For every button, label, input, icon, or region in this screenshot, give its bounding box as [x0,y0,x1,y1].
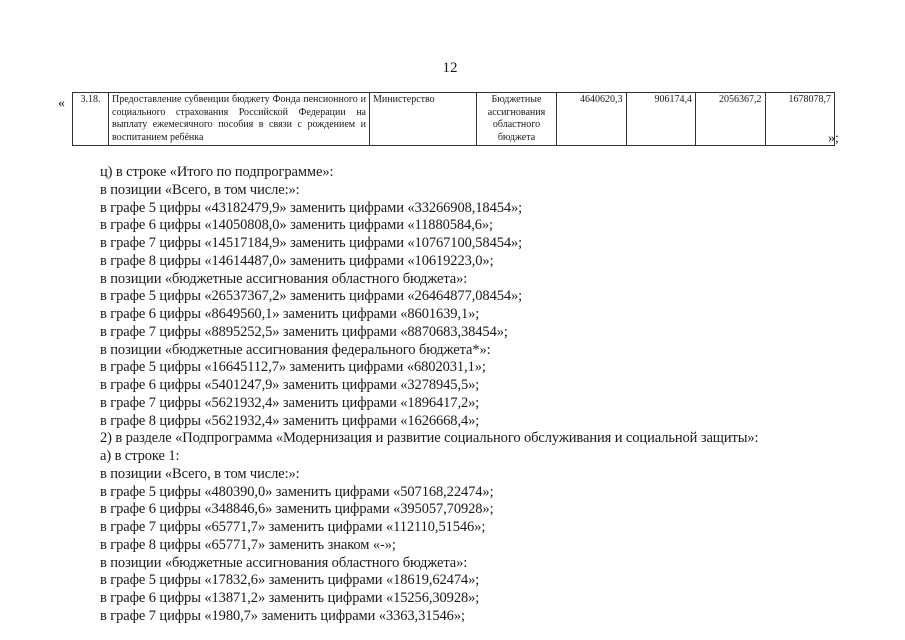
row-executor: Министерство [370,93,477,146]
text-line: в графе 8 цифры «5621932,4» заменить цифрами «1626668,4»; [100,412,480,429]
text-line: в графе 7 цифры «1980,7» заменить цифрами «3363,31546»; [100,607,465,624]
page-number: 12 [442,60,458,76]
text-line: в графе 5 цифры «26537367,2» заменить цифрами «26464877,08454»; [100,288,523,305]
row-number: 3.18. [73,93,109,146]
text-line: в графе 6 цифры «5401247,9» заменить цифрами «3278945,5»; [100,377,480,393]
text-line: в позиции «бюджетные ассигнования федерального бюджета*»: [100,341,491,358]
row-value-col6: 906174,4 [626,93,696,146]
row-value-col5: 4640620,3 [557,93,627,146]
text-line: в графе 5 цифры «16645112,7» заменить цифрами «6802031,1»; [100,359,486,376]
text-line: в графе 6 цифры «13871,2» заменить цифрами «15256,30928»; [100,590,480,606]
text-line: в графе 8 цифры «65771,7» заменить знаком «-»; [100,536,396,553]
text-line: в графе 6 цифры «348846,6» заменить цифрами «395057,70928»; [100,501,494,518]
row-funding-source: Бюджетные ассигнования областного бюджета [477,93,557,146]
text-line: в позиции «Всего, в том числе:»: [100,181,300,198]
program-table-fragment [72,92,835,146]
text-line: в графе 5 цифры «480390,0» заменить цифрами «507168,22474»; [100,483,494,500]
text-line: в графе 8 цифры «14614487,0» заменить цифрами «10619223,0»; [100,252,494,269]
text-line: а) в строке 1: [100,448,180,464]
text-line: в графе 7 цифры «65771,7» заменить цифрами «112110,51546»; [100,519,486,535]
table-row [73,93,835,146]
text-line: в графе 7 цифры «8895252,5» заменить цифрами «8870683,38454»; [100,323,508,340]
row-value-col7: 2056367,2 [696,93,766,146]
row-measure-name: Предоставление субвенции бюджету Фонда пенсионного и социального страхования Российской Федерации на выплату ежемесячного пособия в связи с рождением и воспитанием ребёнка [109,93,370,146]
text-line: ц) в строке «Итого по подпрограмме»: [100,164,334,180]
text-line: в графе 5 цифры «17832,6» заменить цифрами «18619,62474»; [100,572,480,589]
table-closing-quote: »; [828,131,839,146]
text-line: 2) в разделе «Подпрограмма «Модернизация и развитие социального обслуживания и социальной защиты»: [100,430,759,447]
text-line: в графе 6 цифры «14050808,0» заменить цифрами «11880584,6»; [100,217,493,234]
table-opening-quote: « [58,96,65,111]
text-line: в графе 7 цифры «14517184,9» заменить цифрами «10767100,58454»; [100,235,523,251]
text-line: в графе 5 цифры «43182479,9» заменить цифрами «33266908,18454»; [100,199,523,216]
text-line: в графе 7 цифры «5621932,4» заменить цифрами «1896417,2»; [100,394,480,411]
amendment-text [100,164,860,626]
row-value-col8: 1678078,7 [765,93,835,146]
text-line: в позиции «бюджетные ассигнования областного бюджета»: [100,554,468,571]
text-line: в позиции «бюджетные ассигнования областного бюджета»: [100,270,468,287]
text-line: в позиции «Всего, в том числе:»: [100,465,300,482]
text-line: в графе 6 цифры «8649560,1» заменить цифрами «8601639,1»; [100,306,480,322]
